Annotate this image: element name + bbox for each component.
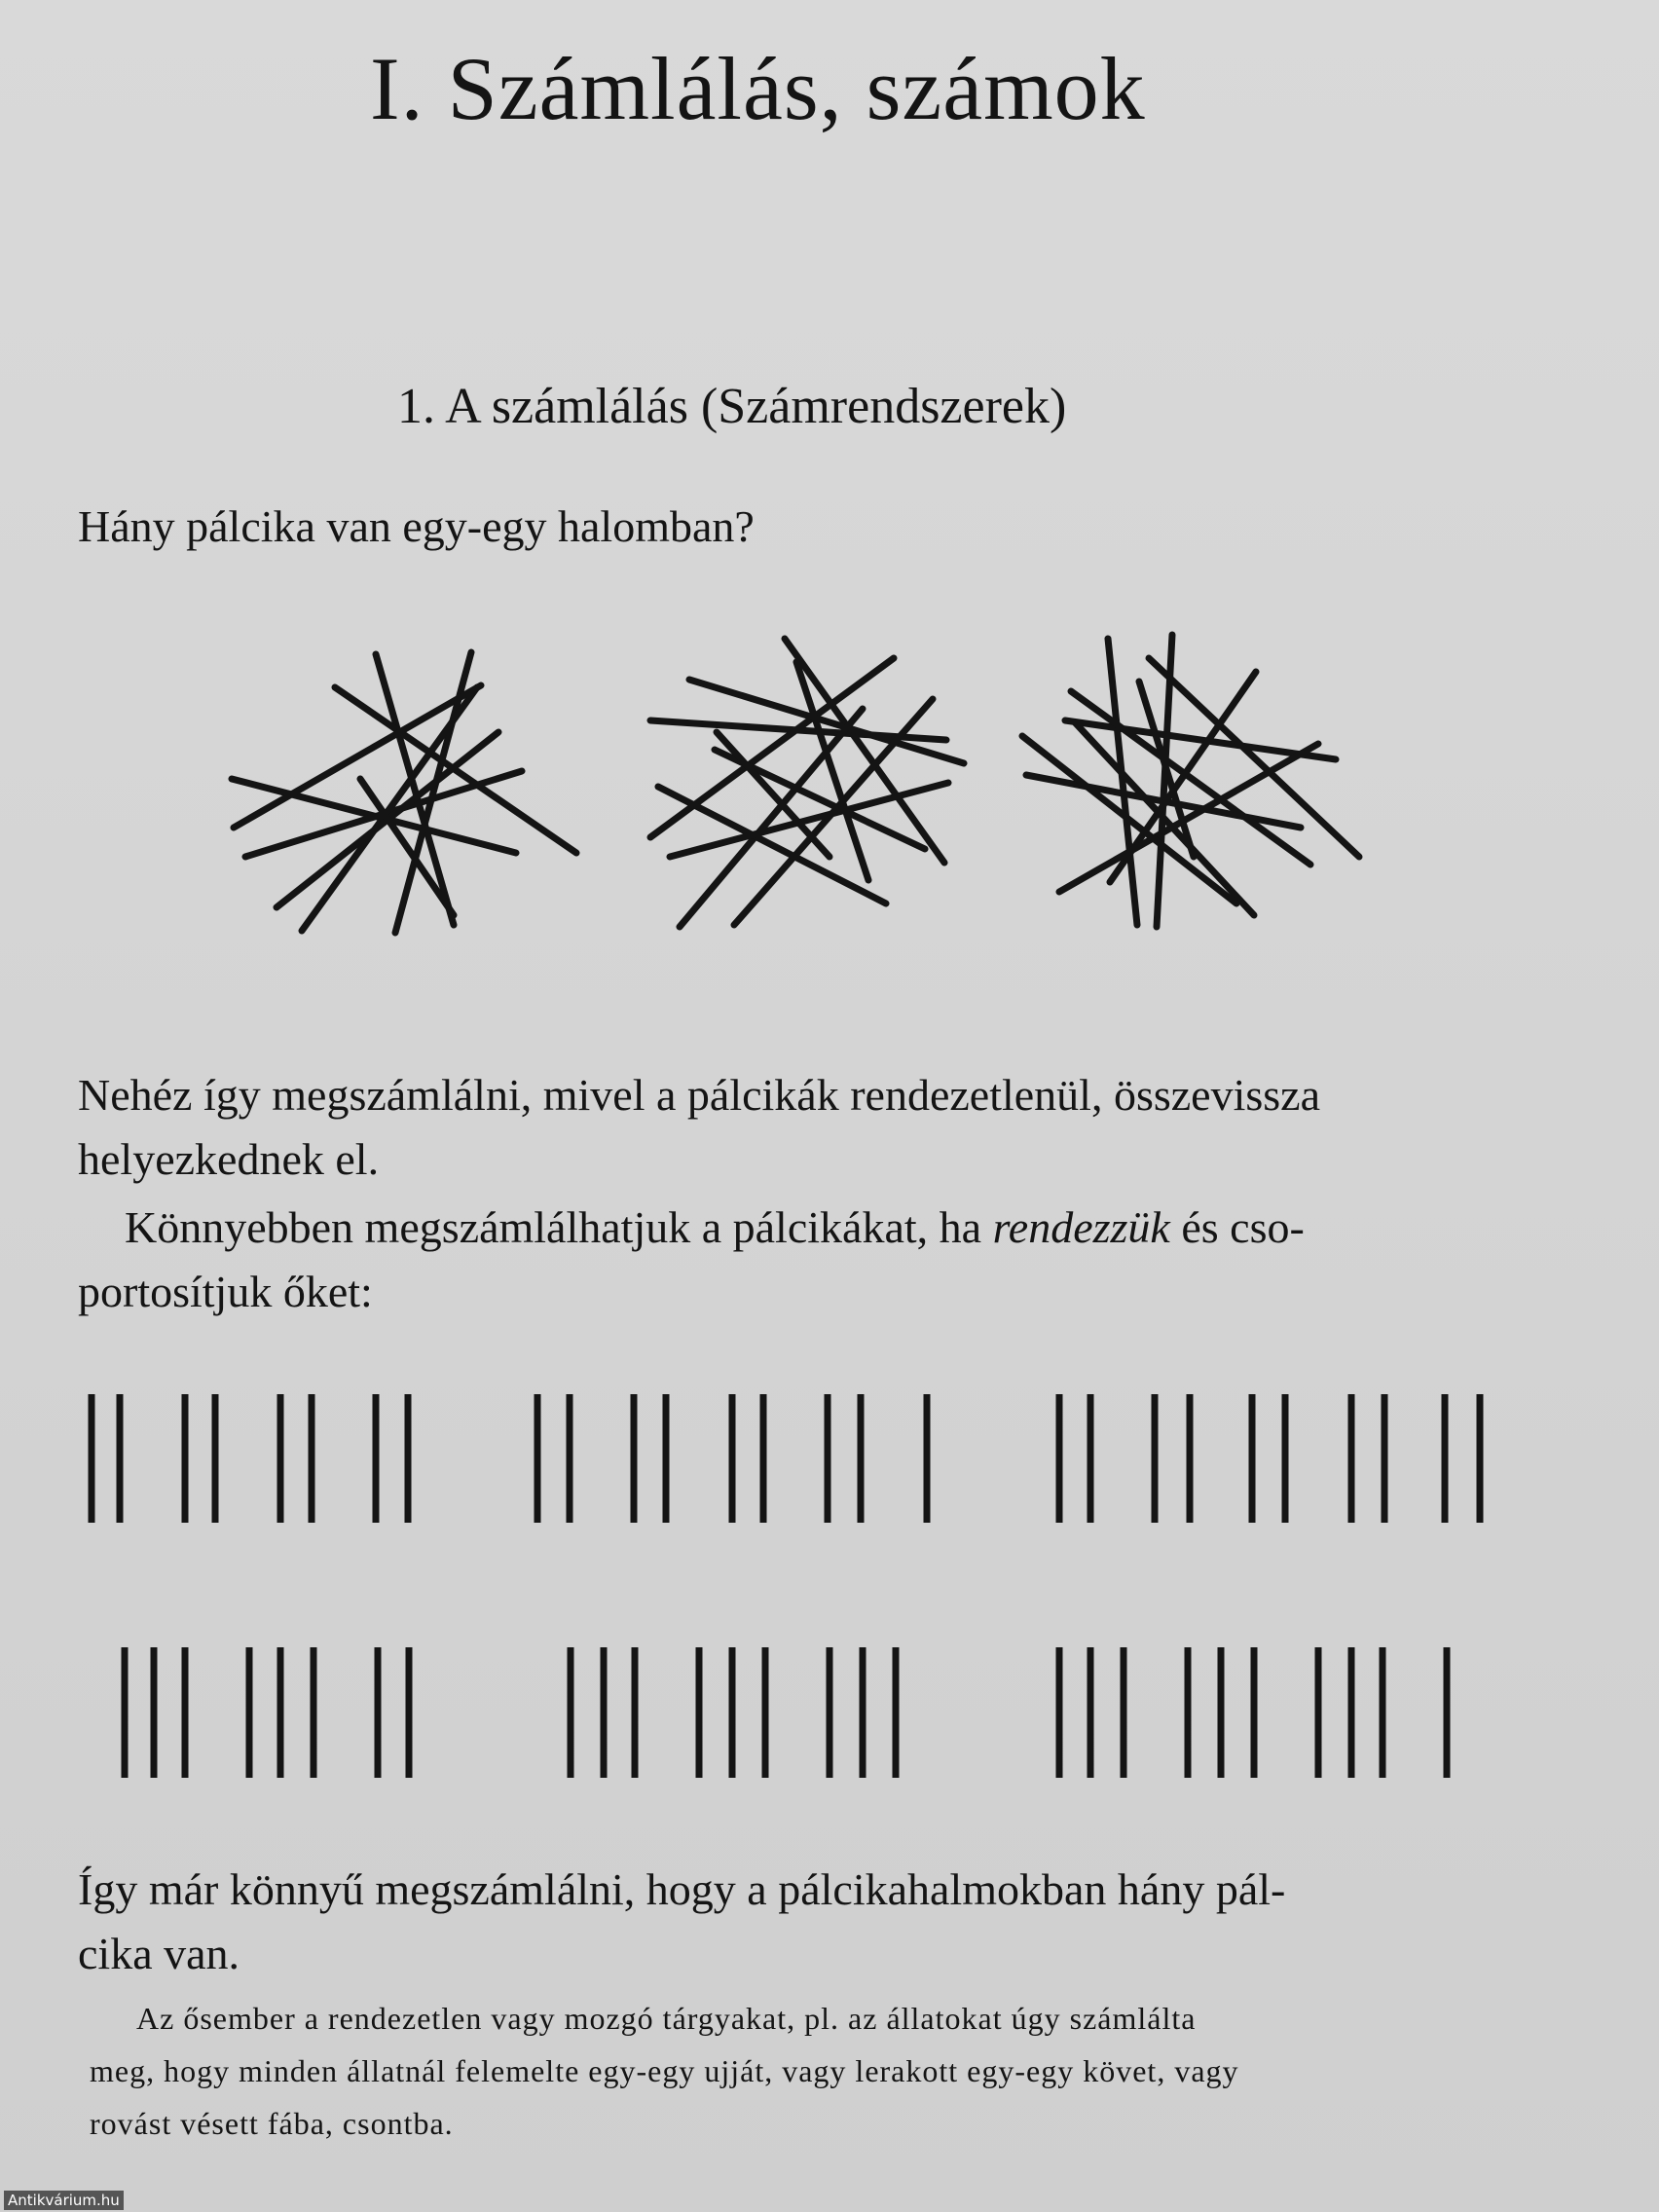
tally-row-6-group-1 xyxy=(1059,1647,1124,1778)
tally-row-3-group-5 xyxy=(1445,1394,1480,1523)
historical-note xyxy=(90,1992,1239,2150)
paragraph-conclusion xyxy=(78,1858,1285,1986)
watermark: Antikvárium.hu xyxy=(4,2191,124,2210)
tally-row-6-group-3 xyxy=(1318,1647,1382,1778)
paragraph-line: Nehéz így megszámlálni, mivel a pálcikák rendezetlenül, összevissza xyxy=(78,1070,1321,1120)
chapter-title: I. Számlálás, számok xyxy=(370,39,1146,138)
tally-row-1-group-3 xyxy=(280,1394,312,1523)
tally-row-3-group-2 xyxy=(1155,1394,1190,1523)
stick-pile-3 xyxy=(1022,635,1359,927)
tally-row-4-group-1 xyxy=(125,1647,185,1778)
note-line: rovást vésett fába, csontba. xyxy=(90,2106,454,2141)
tally-row-5-group-2 xyxy=(699,1647,765,1778)
stick-pile-2 xyxy=(650,639,964,927)
note-line: meg, hogy minden állatnál felemelte egy-egy ujját, vagy lerakott egy-egy követ, vagy xyxy=(90,2053,1239,2088)
tally-row-5-group-1 xyxy=(571,1647,635,1778)
tally-row-1-group-4 xyxy=(376,1394,408,1523)
paragraph-line xyxy=(78,1196,1305,1260)
tally-row-3-group-3 xyxy=(1252,1394,1285,1523)
note-line: Az ősember a rendezetlen vagy mozgó tárgyakat, pl. az állatokat úgy számlálta xyxy=(136,2001,1197,2036)
tally-row-2-group-1 xyxy=(537,1394,570,1523)
tally-row-4-group-2 xyxy=(249,1647,313,1778)
paragraph-disorder xyxy=(78,1063,1320,1192)
tally-row-5-group-3 xyxy=(830,1647,896,1778)
stick xyxy=(376,654,454,925)
stick-pile-1 xyxy=(232,652,576,933)
paragraph-line: Így már könnyű megszámlálni, hogy a pálcikahalmokban hány pál- xyxy=(78,1864,1286,1914)
section-title: 1. A számlálás (Számrendszerek) xyxy=(397,379,1067,434)
paragraph-line: portosítjuk őket: xyxy=(78,1267,373,1316)
tally-row-3-group-1 xyxy=(1059,1394,1090,1523)
question-text: Hány pálcika van egy-egy halomban? xyxy=(78,501,755,551)
tally-row-2-group-4 xyxy=(828,1394,861,1523)
stick-piles xyxy=(232,635,1359,933)
tally-row-1-group-1 xyxy=(92,1394,120,1523)
tally-row-2-group-3 xyxy=(732,1394,763,1523)
tally-groups xyxy=(92,1394,1480,1778)
paragraph-text: és cso- xyxy=(1169,1202,1305,1252)
paragraph-text: Könnyebben megszámlálhatjuk a pálcikákat, ha xyxy=(125,1202,993,1252)
tally-row-2-group-2 xyxy=(634,1394,666,1523)
paragraph-line: cika van. xyxy=(78,1929,240,1978)
tally-row-6-group-2 xyxy=(1188,1647,1254,1778)
tally-row-1-group-2 xyxy=(185,1394,215,1523)
paragraph-grouping xyxy=(78,1196,1305,1324)
emphasis-text: rendezzük xyxy=(992,1202,1170,1252)
tally-row-4-group-3 xyxy=(378,1647,409,1778)
stick xyxy=(680,709,863,927)
paragraph-line: helyezkednek el. xyxy=(78,1134,380,1184)
tally-row-3-group-4 xyxy=(1351,1394,1384,1523)
